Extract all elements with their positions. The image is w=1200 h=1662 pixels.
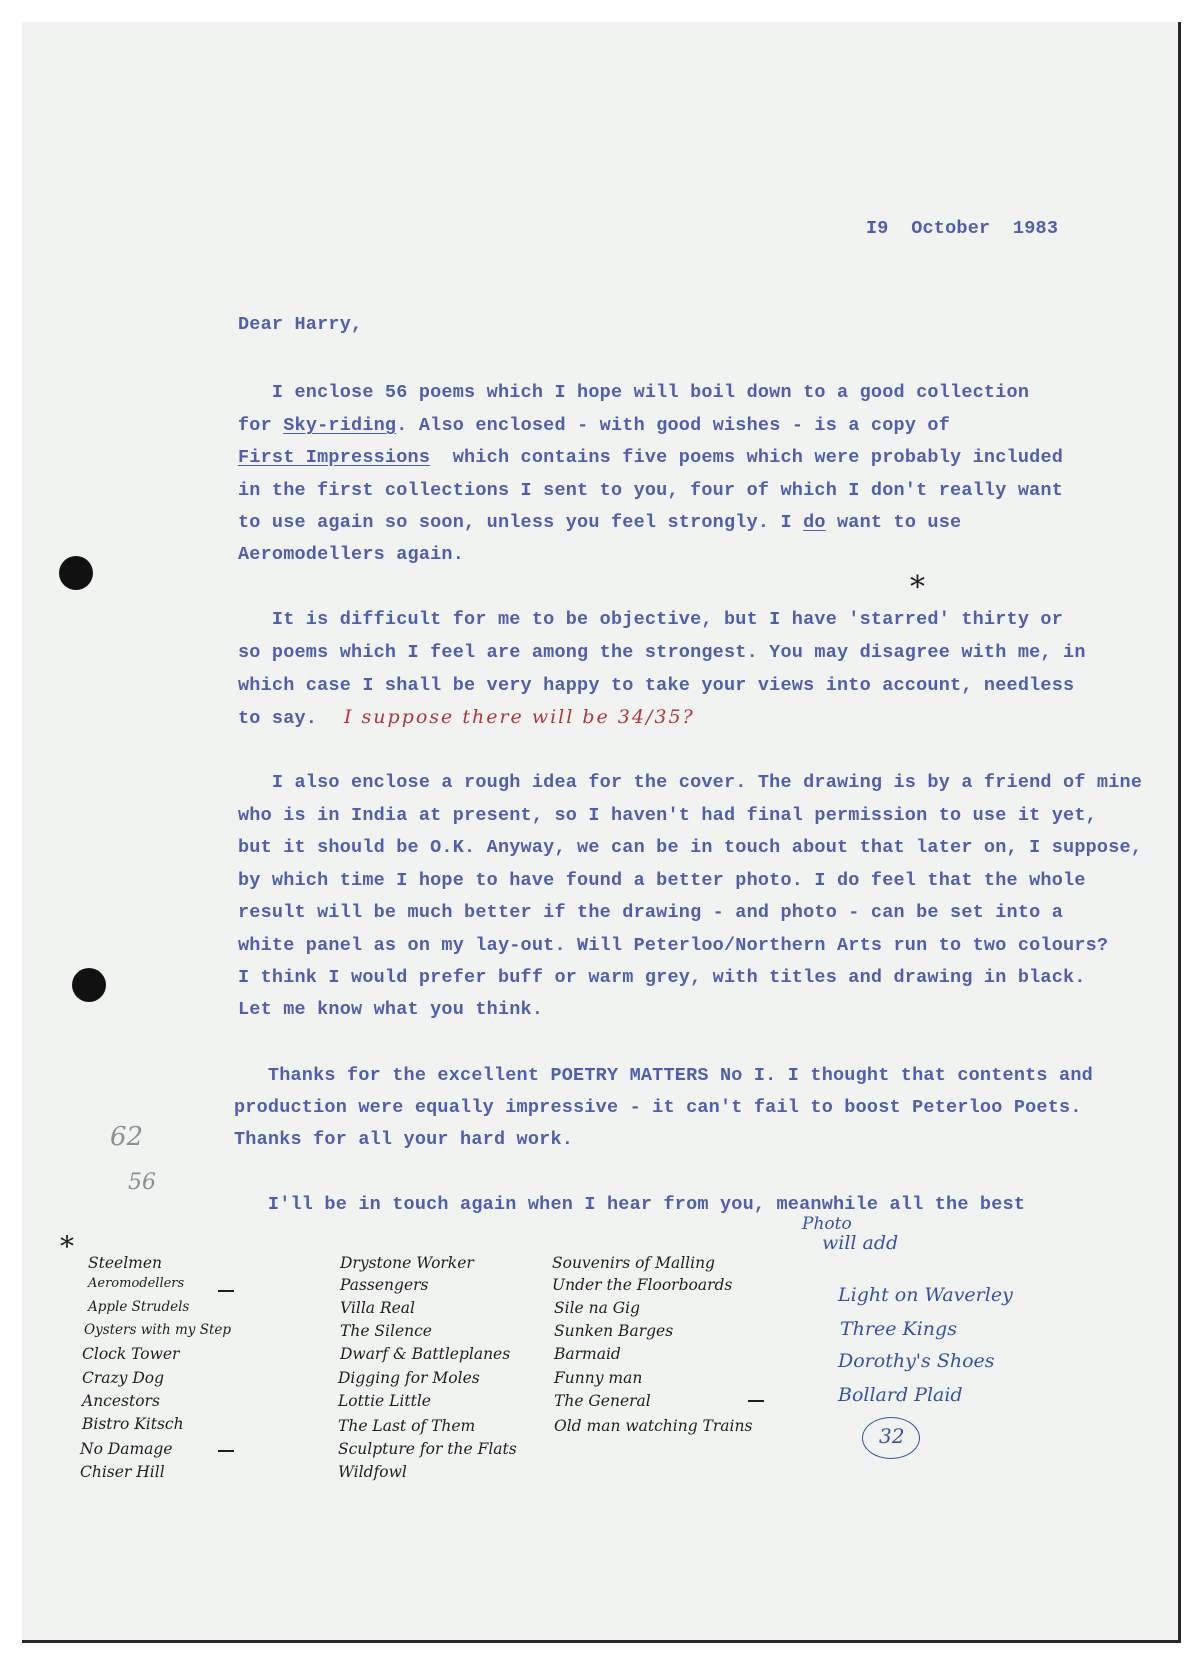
list-item: Clock Tower (82, 1345, 180, 1363)
p2-line-3: which case I shall be very happy to take your views into account, needless (238, 675, 1075, 696)
p3-line-6: white panel as on my lay-out. Will Peterloo/Northern Arts run to two colours? (238, 935, 1109, 956)
list-item: Apple Strudels (88, 1299, 190, 1315)
list-item: The General (554, 1392, 651, 1410)
list-item: Aeromodellers (88, 1276, 185, 1291)
list-item: Funny man (554, 1369, 643, 1387)
list-item: Bollard Plaid (838, 1384, 963, 1406)
list-item: Chiser Hill (80, 1463, 165, 1481)
margin-note-number-2: 56 (128, 1170, 156, 1195)
margin-note-number-1: 62 (110, 1122, 144, 1152)
list-item: Three Kings (840, 1318, 957, 1340)
p4-line-1: Thanks for the excellent POETRY MATTERS No I. I thought that contents and (234, 1065, 1093, 1086)
dash-mark (218, 1450, 234, 1452)
list-item: Photo (802, 1214, 852, 1234)
list-item: Drystone Worker (340, 1254, 474, 1272)
list-item: Sile na Gig (554, 1299, 641, 1317)
dash-mark (218, 1290, 234, 1292)
page-number: 32 (879, 1424, 905, 1448)
punch-hole-top (59, 556, 93, 590)
p3-line-7: I think I would prefer buff or warm grey, with titles and drawing in black. (238, 967, 1086, 988)
list-item: Bistro Kitsch (82, 1415, 184, 1433)
list-item: Digging for Moles (338, 1369, 480, 1387)
list-item: No Damage (80, 1440, 173, 1458)
list-item: will add (822, 1232, 899, 1254)
list-item: The Silence (340, 1322, 432, 1340)
p5-line-1: I'll be in touch again when I hear from you, meanwhile all the best (234, 1194, 1026, 1215)
list-item: Dorothy's Shoes (838, 1350, 995, 1372)
list-item: Souvenirs of Malling (552, 1254, 715, 1272)
list-item: Under the Floorboards (552, 1276, 733, 1294)
p1-line-5: to use again so soon, unless you feel strongly. I do want to use (238, 512, 962, 533)
p3-line-1: I also enclose a rough idea for the cover. The drawing is by a friend of mine (238, 772, 1143, 793)
p1-line-2: for Sky-riding. Also enclosed - with good wishes - is a copy of (238, 415, 951, 436)
red-handwritten-note: I suppose there will be 34/35? (344, 706, 695, 728)
p2-line-4: to say. (238, 708, 318, 729)
p3-line-2: who is in India at present, so I haven't had final permission to use it yet, (238, 805, 1097, 826)
star-mark: * (910, 570, 925, 605)
list-item: Ancestors (82, 1392, 160, 1410)
letter-page (22, 22, 1181, 1643)
letter-date: I9 October 1983 (866, 218, 1059, 239)
list-item: Sculpture for the Flats (338, 1440, 517, 1458)
p4-line-3: Thanks for all your hard work. (234, 1129, 574, 1150)
list-item: Light on Waverley (838, 1284, 1013, 1306)
p2-line-2: so poems which I feel are among the strongest. You may disagree with me, in (238, 642, 1086, 663)
p2-line-1: It is difficult for me to be objective, but I have 'starred' thirty or (238, 609, 1064, 630)
book-title-first-impressions: First Impressions (238, 447, 431, 468)
p1-line-4: in the first collections I sent to you, four of which I don't really want (238, 480, 1064, 501)
list-item: Sunken Barges (554, 1322, 674, 1340)
list-item: The Last of Them (338, 1417, 476, 1435)
list-item: Crazy Dog (82, 1369, 165, 1387)
dash-mark (748, 1400, 764, 1402)
p1-line-3: First Impressions which contains five poems which were probably included (238, 447, 1064, 468)
list-item: Villa Real (340, 1299, 416, 1317)
list-item: Dwarf & Battleplanes (340, 1345, 511, 1363)
list-item: Barmaid (554, 1345, 621, 1363)
p1-line-1: I enclose 56 poems which I hope will boil down to a good collection (238, 382, 1030, 403)
list-item: Passengers (340, 1276, 429, 1294)
book-title-sky-riding: Sky-riding (283, 415, 397, 436)
p3-line-4: by which time I hope to have found a better photo. I do feel that the whole (238, 870, 1086, 891)
salutation: Dear Harry, (238, 314, 363, 335)
list-item: Old man watching Trains (554, 1417, 753, 1435)
p3-line-8: Let me know what you think. (238, 999, 544, 1020)
list-item: Wildfowl (338, 1463, 407, 1481)
p3-line-3: but it should be O.K. Anyway, we can be in touch about that later on, I suppose, (238, 837, 1143, 858)
p3-line-5: result will be much better if the drawing - and photo - can be set into a (238, 902, 1064, 923)
p4-line-2: production were equally impressive - it can't fail to boost Peterloo Poets. (234, 1097, 1082, 1118)
list-star-mark: * (60, 1230, 74, 1263)
p1-line-6: Aeromodellers again. (238, 544, 465, 565)
punch-hole-bottom (72, 968, 106, 1002)
list-item: Oysters with my Step (84, 1322, 232, 1338)
list-item: Steelmen (88, 1254, 163, 1272)
list-item: Lottie Little (338, 1392, 431, 1410)
